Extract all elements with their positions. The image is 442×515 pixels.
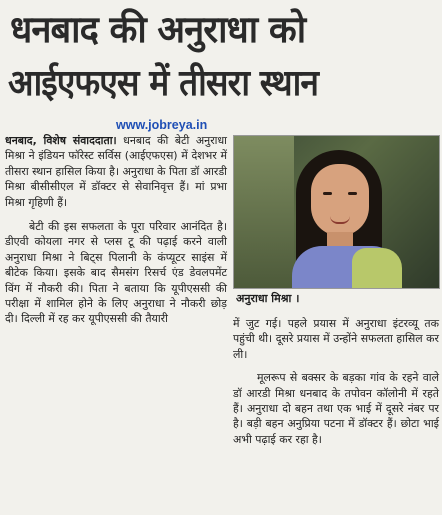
article-paragraph-3: में जुट गई। पहले प्रयास में अनुराधा इंटरव्यू तक पहुंची थी। दूसरे प्रयास में उन्होंने सफलता हासिल कर ली। [233,317,439,361]
article-column-left [5,133,227,336]
portrait-photo [233,135,440,289]
photo-eye-right [348,192,357,195]
photo-scarf [352,248,402,288]
article-paragraph-1 [5,133,227,210]
headline-line-2: आईएफएस में तीसरा स्थान [8,63,318,104]
dateline: धनबाद, विशेष संवाददाता। [5,134,117,147]
headline-line-1: धनबाद की अनुराधा को [10,8,306,51]
paragraph-1-text: धनबाद की बेटी अनुराधा मिश्रा ने इंडियन फॉरेस्ट सर्विस (आईएफएस) में देशभर में तीसरा स्थान हासिल किया है। अनुराधा के पिता डॉ आरडी मिश्रा बीसीसीएल में डॉक्टर से सेवानिवृत्त हैं। मां प्रभा मिश्रा गृहिणी हैं। [5,134,227,209]
photo-background [234,136,294,288]
article-column-right [233,316,439,455]
photo-caption: अनुराधा मिश्रा । [236,292,300,305]
photo-face [311,164,369,236]
photo-eye-left [323,192,332,195]
article-paragraph-2: बेटी की इस सफलता के पूरा परिवार आनंदित है। डीएवी कोयला नगर से प्लस टू की पढ़ाई करने वाली अनुराधा मिश्रा ने बिट्स पिलानी के कंप्यूटर साइंस में बीटेक किया। इसके बाद सैमसंग रिसर्च एंड डेवलपमेंट विंग में नौकरी की। पिता ने बताया कि यूपीएससी की परीक्षा में शामिल होने के लिए अनुराधा ने नौकरी छोड़ दी। दिल्ली में रह कर यूपीएससी की तैयारी [5,220,227,326]
watermark-link[interactable]: www.jobreya.in [116,118,208,132]
article-paragraph-4: मूलरूप से बक्सर के बड़का गांव के रहने वाले डॉ आरडी मिश्रा धनबाद के तपोवन कॉलोनी में रहते हैं। अनुराधा दो बहन तथा एक भाई में दूसरे नंबर पर है। बड़ी बहन अनुप्रिया पटना में डॉक्टर हैं। छोटा भाई अभी पढ़ाई कर रहा है। [233,371,439,446]
